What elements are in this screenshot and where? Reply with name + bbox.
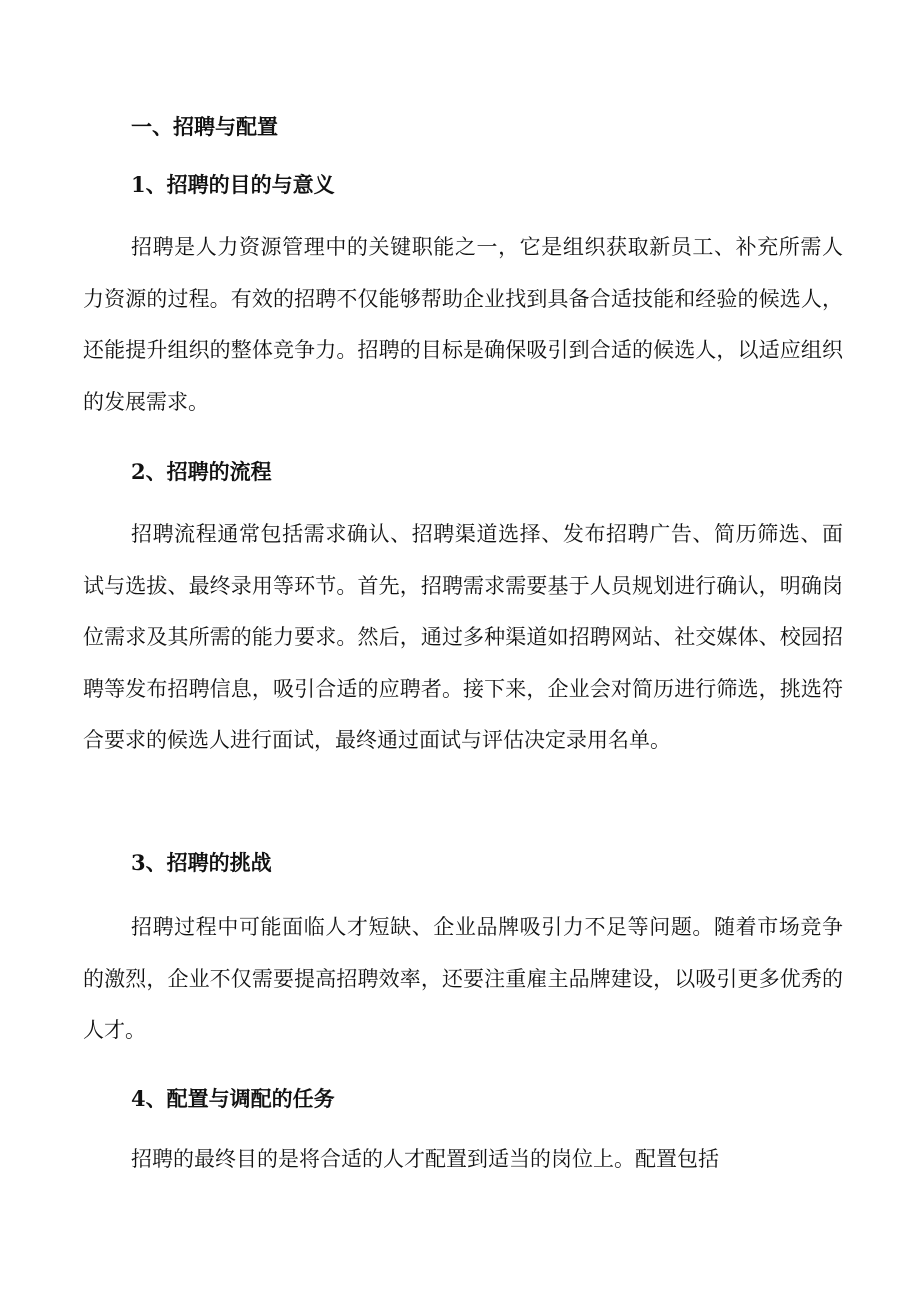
subsection-heading-challenges: 3、招聘的挑战 bbox=[131, 850, 272, 875]
subsection-heading-process: 2、招聘的流程 bbox=[131, 459, 272, 484]
paragraph-purpose: 招聘是人力资源管理中的关键职能之一，它是组织获取新员工、补充所需人力资源的过程。有效的招聘不仅能够帮助企业找到具备合适技能和经验的候选人，还能提升组织的整体竞争力。招聘的目标是确保吸引到合适的候选人，以适应组织的发展需求。 bbox=[83, 235, 843, 414]
subsection-heading-purpose: 1、招聘的目的与意义 bbox=[131, 172, 335, 197]
paragraph-process: 招聘流程通常包括需求确认、招聘渠道选择、发布招聘广告、简历筛选、面试与选拔、最终录用等环节。首先，招聘需求需要基于人员规划进行确认，明确岗位需求及其所需的能力要求。然后，通过多种渠道如招聘网站、社交媒体、校园招聘等发布招聘信息，吸引合适的应聘者。接下来，企业会对简历进行筛选，挑选符合要求的候选人进行面试，最终通过面试与评估决定录用名单。 bbox=[83, 522, 843, 753]
paragraph-challenges: 招聘过程中可能面临人才短缺、企业品牌吸引力不足等问题。随着市场竞争的激烈，企业不仅需要提高招聘效率，还要注重雇主品牌建设，以吸引更多优秀的人才。 bbox=[83, 915, 843, 1043]
paragraph-allocation: 招聘的最终目的是将合适的人才配置到适当的岗位上。配置包括 bbox=[131, 1147, 719, 1171]
subsection-heading-allocation: 4、配置与调配的任务 bbox=[131, 1086, 335, 1111]
section-title: 一、招聘与配置 bbox=[131, 114, 278, 139]
